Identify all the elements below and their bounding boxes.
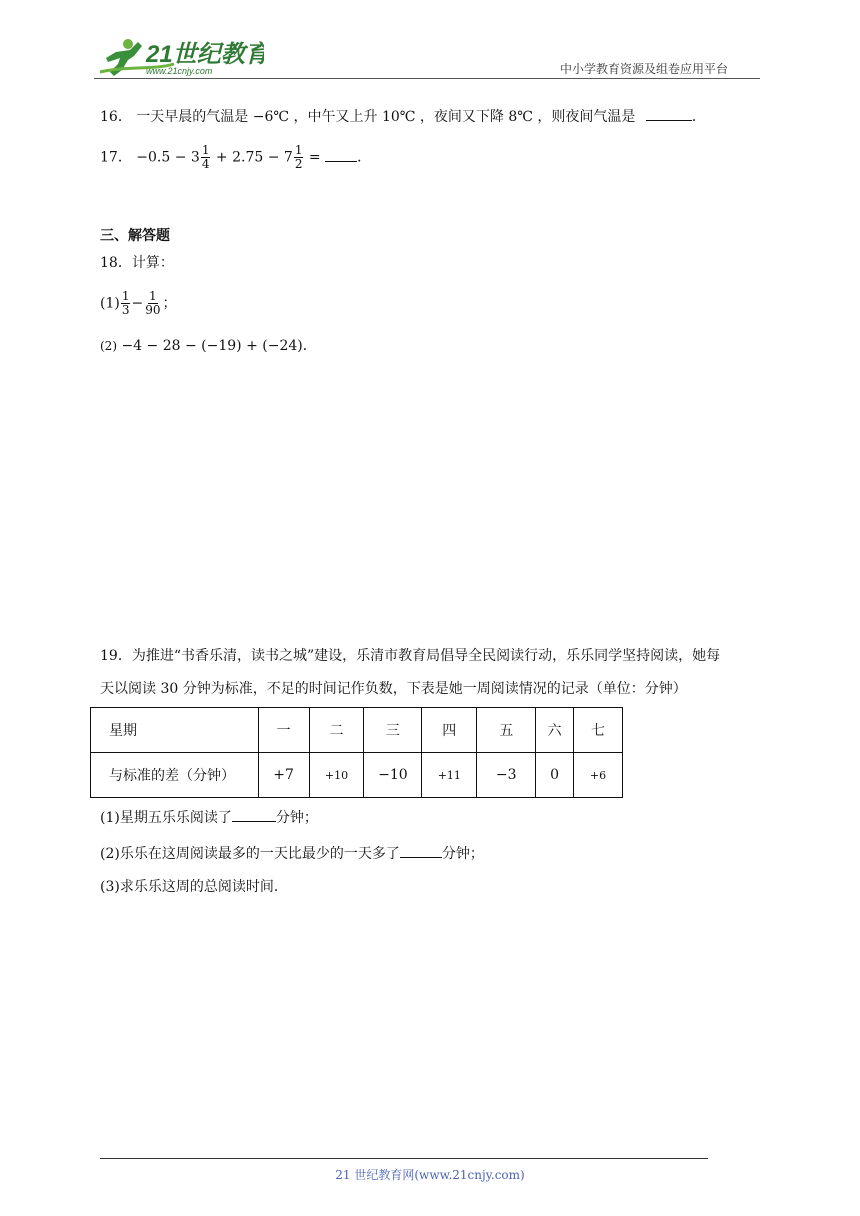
- logo-text: 21世纪教育: [146, 41, 264, 68]
- q19-subquestion-2: [100, 843, 484, 864]
- q18-s1-f1-numerator: 1: [121, 289, 130, 303]
- footer-divider: [100, 1158, 708, 1159]
- question-18: [100, 253, 174, 273]
- header-divider: [94, 78, 760, 79]
- table-value-cell: +6: [574, 753, 623, 798]
- table-day-cell: 五: [477, 708, 536, 753]
- q17-end: ．: [357, 149, 372, 166]
- q18-s1-f2-numerator: 1: [149, 289, 157, 303]
- table-value-cell: 0: [536, 753, 574, 798]
- q16-text-b: ，中午又上升: [293, 109, 378, 125]
- q18-title: 计算：: [131, 255, 174, 271]
- table-value-cell: +11: [422, 753, 477, 798]
- q16-number: 16．: [100, 109, 132, 125]
- q18-s1-label: (1): [100, 295, 120, 312]
- question-17: [100, 144, 371, 171]
- q19-s1-text-a: (1)星期五乐乐阅读了: [100, 810, 232, 826]
- section-title: 三、解答题: [100, 228, 170, 244]
- q18-s1-f1-denominator: 3: [121, 303, 130, 317]
- q18-s2-end: ．: [302, 338, 317, 354]
- logo-runner-icon: [94, 36, 264, 78]
- q17-f2-denominator: 2: [294, 157, 303, 171]
- q16-text-c: ，夜间又下降: [419, 109, 504, 125]
- logo-url: www.21cnjy.com: [146, 66, 213, 76]
- table-value-cell: +10: [309, 753, 364, 798]
- q19-s2-text-a: (2)乐乐在这周阅读最多的一天比最少的一天多了: [100, 846, 400, 862]
- q19-s1-answer-blank[interactable]: [232, 807, 276, 822]
- table-row-label: 与标准的差（分钟）: [91, 753, 259, 798]
- q18-s1-minus: −: [131, 295, 144, 312]
- q18-s1-end: ；: [162, 295, 177, 312]
- q19-subquestion-3: (3)求乐乐这周的总阅读时间．: [100, 879, 288, 895]
- table-value-cell: −3: [477, 753, 536, 798]
- table-header-label: 星期: [91, 708, 259, 753]
- question-16: [100, 106, 706, 127]
- q18-s1-fraction-1: [121, 290, 131, 317]
- q19-stem-line-1: 19．为推进“书香乐清，读书之城”建设，乐清市教育局倡导全民阅读行动，乐乐同学坚持阅读，她每: [100, 648, 721, 664]
- reading-table: [90, 707, 623, 798]
- q18-subquestion-1: [100, 290, 177, 317]
- table-day-cell: 七: [574, 708, 623, 753]
- table-day-cell: 四: [422, 708, 477, 753]
- q18-s2-label: (2): [100, 339, 117, 353]
- header-platform-text: 中小学教育资源及组卷应用平台: [560, 62, 729, 76]
- q18-subquestion-2: [100, 336, 317, 356]
- q16-text-a: 一天早晨的气温是: [136, 109, 249, 125]
- q19-s1-text-b: 分钟；: [275, 810, 318, 826]
- q17-part-1: −0.5 − 3: [136, 149, 200, 166]
- table-value-cell: −10: [364, 753, 422, 798]
- site-logo: [94, 36, 264, 78]
- q16-temp-morning: −6℃: [252, 109, 290, 125]
- q17-fraction-1: [201, 144, 211, 171]
- q19-subquestion-1: [100, 807, 318, 828]
- q17-f1-numerator: 1: [201, 143, 210, 157]
- q16-end: ．: [691, 109, 706, 125]
- q19-s2-answer-blank[interactable]: [400, 843, 442, 858]
- q17-answer-blank[interactable]: [325, 147, 357, 162]
- q19-stem-line-2: 天以阅读 30 分钟为标准，不足的时间记作负数，下表是她一周阅读情况的记录（单位：分钟）: [100, 681, 687, 697]
- q16-text-d: ，则夜间气温是: [537, 109, 636, 125]
- table-day-cell: 一: [258, 708, 309, 753]
- table-day-cell: 二: [309, 708, 364, 753]
- footer-link[interactable]: 21 世纪教育网(www.21cnjy.com): [335, 1168, 525, 1182]
- table-day-cell: 三: [364, 708, 422, 753]
- q17-number: 17．: [100, 149, 132, 166]
- q18-s1-fraction-2: [144, 290, 161, 317]
- q17-fraction-2: [294, 144, 304, 171]
- q18-s1-f2-denominator: 90: [145, 303, 161, 317]
- q17-f1-denominator: 4: [201, 157, 210, 171]
- q18-number: 18．: [100, 255, 132, 271]
- table-value-row: [91, 753, 623, 798]
- q17-part-2: + 2.75 − 7: [211, 149, 293, 166]
- table-value-cell: +7: [258, 753, 309, 798]
- table-header-row: [91, 708, 623, 753]
- q17-f2-numerator: 1: [294, 143, 303, 157]
- q16-temp-rise: 10℃: [381, 109, 416, 125]
- q16-temp-drop: 8℃: [508, 109, 533, 125]
- q18-s2-expression: −4 − 28 − (−19) + (−24): [121, 338, 303, 354]
- q17-part-3: =: [304, 149, 321, 166]
- q16-answer-blank[interactable]: [646, 106, 692, 121]
- q19-s2-text-b: 分钟；: [441, 846, 484, 862]
- table-day-cell: 六: [536, 708, 574, 753]
